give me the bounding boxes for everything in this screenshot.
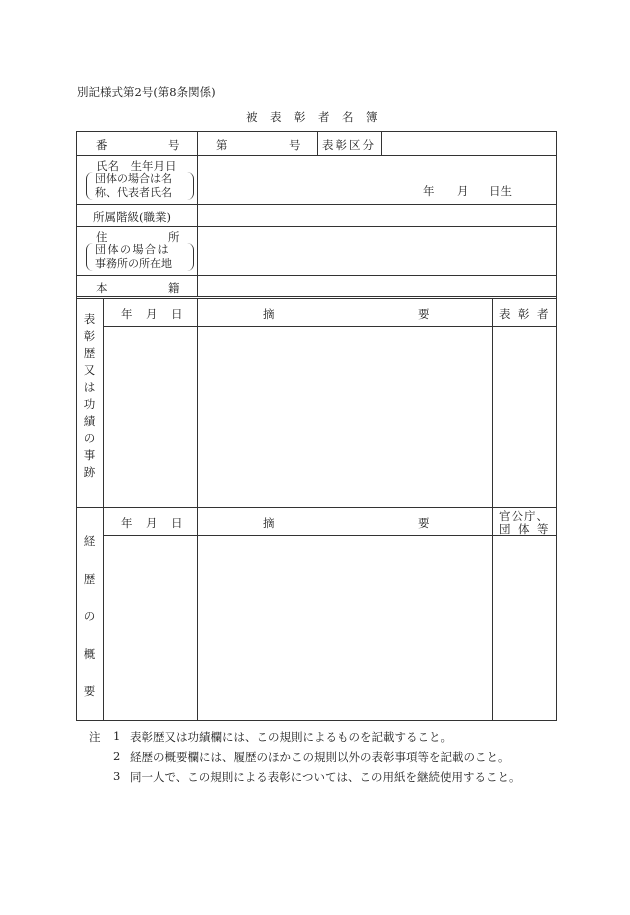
awards-awarder-field[interactable] [495, 329, 554, 505]
date-divider [197, 298, 198, 721]
career-header-rule [103, 535, 557, 536]
awards-col-awarder: 者 [537, 307, 549, 321]
title-char: 者 [318, 110, 330, 124]
section-divider [76, 507, 557, 508]
address-value-field[interactable] [200, 229, 554, 273]
address-paren-line: 団体の場合は [95, 243, 170, 256]
side-label-char: 経 [83, 534, 96, 548]
category-value-field[interactable] [383, 133, 554, 153]
number-divider [317, 131, 318, 156]
side-label-char: の [83, 609, 96, 623]
awards-col-date: 日 [171, 307, 183, 321]
domicile-value-field[interactable] [200, 278, 554, 295]
label-divider [197, 131, 198, 297]
rule [76, 226, 557, 227]
career-side-label [76, 536, 103, 698]
address-label: 住 [96, 230, 108, 244]
rank-label: 所属階級(職業) [93, 210, 171, 224]
note-number: 2 [113, 749, 121, 763]
awards-date-field[interactable] [106, 329, 195, 505]
note-text: 表彰歴又は功績欄には、この規則によるものを記載すること。 [130, 730, 452, 744]
dob-day: 日生 [489, 184, 512, 198]
name-value-field[interactable] [200, 158, 554, 178]
side-label-char: 事 [83, 448, 96, 462]
side-label-char: 要 [83, 684, 96, 698]
side-label-char: 表 [83, 312, 96, 326]
category-divider [381, 131, 382, 156]
career-col-org: 等 [537, 522, 549, 536]
name-paren-line: 称、代表者氏名 [95, 186, 172, 199]
address-paren-line: 事務所の所在地 [95, 257, 172, 270]
domicile-label: 本 [96, 281, 108, 295]
awards-col-summary: 摘 [263, 307, 275, 321]
career-col-date: 日 [171, 516, 183, 530]
title-char: 表 [270, 110, 282, 124]
career-col-date: 月 [146, 516, 158, 530]
side-label-divider [103, 298, 104, 721]
side-label-char: 歴 [83, 571, 96, 586]
rule [76, 204, 557, 205]
name-paren-line: 団体の場合は名 [95, 172, 172, 185]
address-label: 所 [168, 230, 180, 244]
side-label-char: 功 [83, 397, 96, 411]
awards-col-date: 月 [146, 307, 158, 321]
table-border-right [556, 131, 557, 721]
awards-summary-field[interactable] [200, 329, 490, 505]
form-reference: 別記様式第2号(第8条関係) [77, 85, 216, 99]
rule-double [76, 296, 557, 297]
rule [76, 275, 557, 276]
note-text: 経歴の概要欄には、履歴のほかこの規則以外の表彰事項等を記載のこと。 [130, 750, 510, 764]
rank-value-field[interactable] [200, 207, 554, 224]
awards-col-awarder: 彰 [518, 307, 530, 321]
title-char: 被 [246, 110, 258, 124]
note-number: 1 [113, 729, 121, 743]
awards-col-date: 年 [121, 307, 133, 321]
awards-col-summary: 要 [418, 307, 430, 321]
summary-divider [492, 298, 493, 721]
domicile-label: 籍 [168, 281, 180, 295]
career-col-date: 年 [121, 516, 133, 530]
side-label-char: 概 [83, 646, 96, 661]
number-label: 号 [168, 138, 180, 152]
side-label-char: 彰 [83, 329, 96, 343]
number-value-field[interactable] [230, 133, 286, 153]
side-label-char: 跡 [83, 465, 96, 479]
side-label-char: は [83, 380, 96, 394]
career-summary-field[interactable] [200, 538, 490, 718]
number-prefix: 第 [216, 138, 228, 152]
title-char: 名 [342, 110, 354, 124]
career-col-org: 体 [518, 522, 530, 536]
dob-month: 月 [457, 184, 469, 198]
career-date-field[interactable] [106, 538, 195, 718]
title-char: 彰 [294, 110, 306, 124]
rule-double [76, 298, 557, 299]
dob-year: 年 [423, 184, 435, 198]
side-label-char: 歴 [83, 346, 96, 360]
awards-col-awarder: 表 [499, 307, 511, 321]
career-org-field[interactable] [495, 538, 554, 718]
side-label-char: 又 [83, 363, 96, 377]
awards-header-rule [103, 326, 557, 327]
side-label-char: の [83, 431, 96, 445]
number-suffix: 号 [289, 138, 301, 152]
side-label-char: 績 [83, 414, 96, 428]
note-text: 同一人で、この規則による表彰については、この用紙を継続使用すること。 [130, 770, 521, 784]
notes-label: 注 [89, 730, 101, 744]
table-border-bottom [76, 720, 557, 721]
career-col-org: 官公庁、 [499, 509, 549, 523]
awards-side-label [76, 314, 103, 479]
number-label: 番 [96, 138, 108, 152]
career-col-org: 団 [499, 522, 511, 536]
name-label: 氏名 生年月日 [96, 159, 177, 173]
career-col-summary: 摘 [263, 516, 275, 530]
category-label: 表彰区分 [322, 138, 376, 152]
note-number: 3 [113, 769, 121, 783]
career-col-summary: 要 [418, 516, 430, 530]
title-char: 簿 [366, 110, 378, 124]
